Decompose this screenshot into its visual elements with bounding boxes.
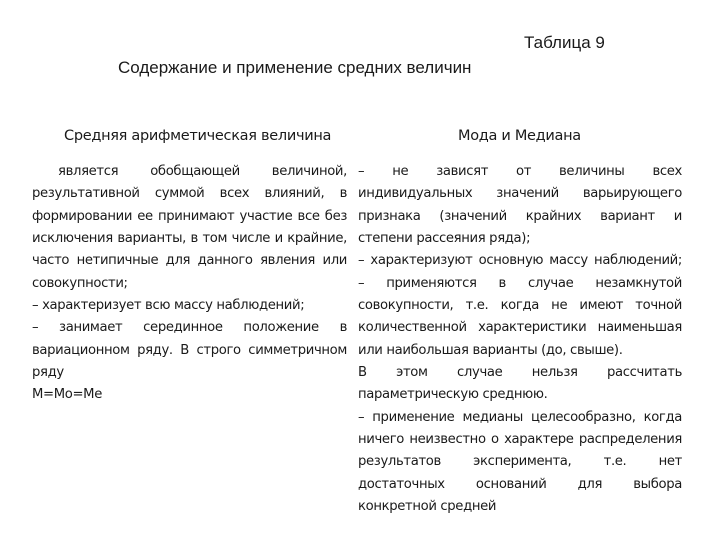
text-line: – характеризует всю массу наблюдений; — [32, 298, 305, 314]
table-number: Таблица 9 — [524, 33, 605, 52]
text-line: индивидуальных значений варьирующего — [358, 186, 682, 202]
text-line: результативной суммой всех влияний, в — [32, 186, 347, 202]
text-line: количественной характеристики наименьшая — [358, 320, 682, 336]
text-line: результатов эксперимента, т.е. нет — [358, 454, 682, 470]
text-line: – занимает серединное положение в — [32, 320, 347, 336]
column-header-arithmetic-mean: Средняя арифметическая величина — [64, 128, 332, 144]
text-line: степени рассеяния ряда); — [358, 231, 531, 247]
text-line: – не зависят от величины всех — [358, 164, 682, 179]
text-line: совокупности, т.е. когда не имеют точной — [358, 298, 682, 314]
text-line: В этом случае нельзя рассчитать — [358, 365, 682, 381]
text-line: формировании ее принимают участие все без — [32, 208, 347, 224]
text-line: исключения варианты, в том числе и крайние, — [32, 231, 347, 247]
document-title: Содержание и применение средних величин — [118, 58, 472, 77]
text-line: ничего неизвестно о характере распределения — [358, 432, 682, 448]
text-line: совокупности; — [32, 275, 128, 291]
text-line: параметрическую среднюю. — [358, 387, 548, 403]
arithmetic-mean-description — [32, 161, 347, 407]
text-line: конкретной средней — [358, 499, 497, 515]
text-line: достаточных оснований для выбора — [358, 476, 682, 492]
text-line: – применяются в случае незамкнутой — [358, 275, 682, 291]
mode-median-description — [358, 161, 682, 519]
text-line: вариационном ряду. В строго симметричном — [32, 342, 347, 358]
text-line: ряду — [32, 365, 64, 381]
text-line: – применение медианы целесообразно, когда — [358, 409, 682, 425]
text-line: признака (значений крайних вариант и — [358, 208, 682, 224]
text-line: является обобщающей величиной, — [58, 164, 347, 179]
text-line: или наибольшая варианты (до, свыше). — [358, 342, 623, 358]
text-line: часто нетипичные для данного явления или — [32, 253, 347, 269]
text-line: – характеризуют основную массу наблюдений; — [358, 253, 682, 269]
column-header-mode-median: Мода и Медиана — [458, 128, 581, 144]
formula-line: M=Mo=Me — [32, 387, 102, 403]
